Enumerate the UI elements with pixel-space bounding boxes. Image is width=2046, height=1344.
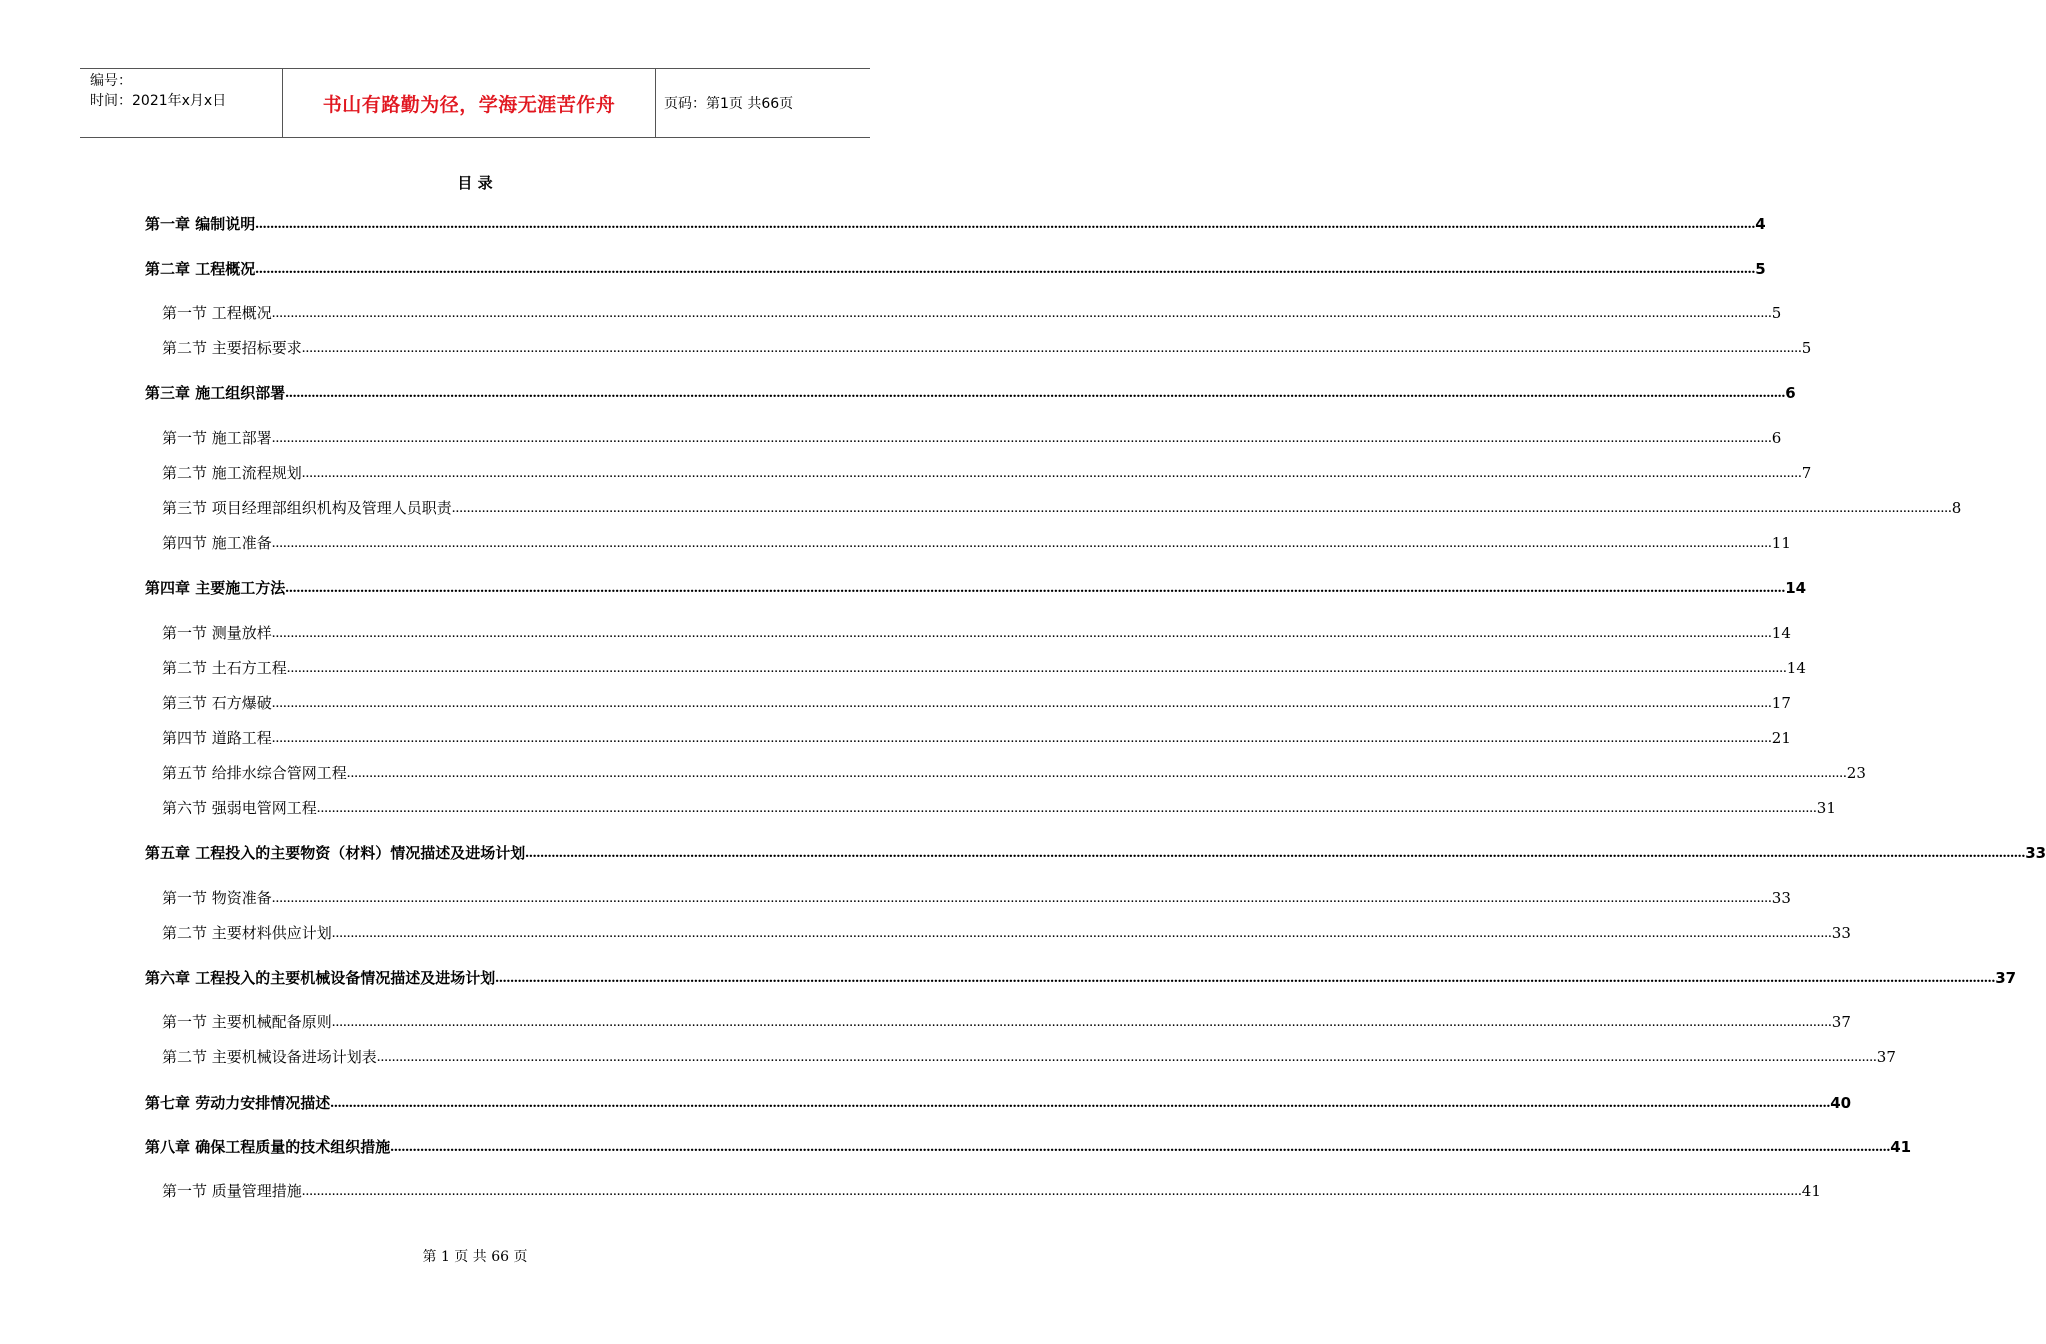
toc-dot-leader: ................................................................................................................................................................................................................................................................................................................................................................................................................ <box>301 340 1802 356</box>
toc-entry-label: 第二节 土石方工程 <box>162 659 287 677</box>
toc-dot-leader: ................................................................................................................................................................................................................................................................................................................................................................................................................ <box>331 925 1832 941</box>
toc-entry-page: 37 <box>1831 1013 1851 1031</box>
toc-dot-leader: ................................................................................................................................................................................................................................................................................................................................................................................................................ <box>271 625 1772 641</box>
toc-dot-leader: ................................................................................................................................................................................................................................................................................................................................................................................................................ <box>271 695 1772 711</box>
toc-entry-page: 31 <box>1816 799 1836 817</box>
toc-entry-label: 第四节 施工准备 <box>162 534 272 552</box>
toc-section-entry[interactable] <box>162 1182 1821 1200</box>
toc-entry-page: 40 <box>1830 1094 1852 1112</box>
toc-entry-label: 第一章 编制说明 <box>145 215 256 233</box>
toc-entry-label: 第一节 物资准备 <box>162 889 272 907</box>
toc-dot-leader: ................................................................................................................................................................................................................................................................................................................................................................................................................ <box>255 261 1756 277</box>
toc-entry-label: 第六章 工程投入的主要机械设备情况描述及进场计划 <box>145 969 496 987</box>
toc-section-entry[interactable] <box>162 694 1791 712</box>
toc-entry-label: 第四章 主要施工方法 <box>145 579 286 597</box>
toc-dot-leader: ................................................................................................................................................................................................................................................................................................................................................................................................................ <box>451 500 1952 516</box>
toc-dot-leader: ................................................................................................................................................................................................................................................................................................................................................................................................................ <box>271 430 1772 446</box>
header-page-info: 页码：第1页 共66页 <box>664 96 794 112</box>
toc-dot-leader: ................................................................................................................................................................................................................................................................................................................................................................................................................ <box>346 765 1847 781</box>
toc-entry-label: 第一节 测量放样 <box>162 624 272 642</box>
toc-dot-leader: ................................................................................................................................................................................................................................................................................................................................................................................................................ <box>285 580 1786 596</box>
toc-section-entry[interactable] <box>162 534 1791 552</box>
toc-dot-leader: ................................................................................................................................................................................................................................................................................................................................................................................................................ <box>271 890 1772 906</box>
toc-entry-label: 第七章 劳动力安排情况描述 <box>145 1094 331 1112</box>
toc-chapter-entry[interactable] <box>145 260 1766 278</box>
toc-entry-label: 第二节 主要招标要求 <box>162 339 302 357</box>
toc-entry-page: 41 <box>1801 1182 1821 1200</box>
toc-section-entry[interactable] <box>162 429 1782 447</box>
toc-entry-label: 第五章 工程投入的主要物资（材料）情况描述及进场计划 <box>145 844 526 862</box>
toc-entry-page: 14 <box>1786 659 1806 677</box>
toc-dot-leader: ................................................................................................................................................................................................................................................................................................................................................................................................................ <box>390 1139 1891 1155</box>
toc-chapter-entry[interactable] <box>145 1138 1912 1156</box>
toc-section-entry[interactable] <box>162 304 1782 322</box>
toc-dot-leader: ................................................................................................................................................................................................................................................................................................................................................................................................................ <box>285 385 1786 401</box>
toc-entry-page: 33 <box>2025 844 2046 862</box>
toc-dot-leader: ................................................................................................................................................................................................................................................................................................................................................................................................................ <box>271 730 1772 746</box>
toc-chapter-entry[interactable] <box>145 1094 1852 1112</box>
toc-entry-page: 37 <box>1995 969 2017 987</box>
toc-section-entry[interactable] <box>162 464 1812 482</box>
toc-section-entry[interactable] <box>162 1048 1896 1066</box>
toc-entry-label: 第一节 主要机械配备原则 <box>162 1013 332 1031</box>
toc-entry-page: 11 <box>1771 534 1791 552</box>
toc-entry-page: 37 <box>1876 1048 1896 1066</box>
toc-entry-page: 4 <box>1755 215 1766 233</box>
toc-entry-label: 第一节 施工部署 <box>162 429 272 447</box>
toc-entry-label: 第二节 施工流程规划 <box>162 464 302 482</box>
page-footer: 第 1 页 共 66 页 <box>422 1249 528 1265</box>
toc-dot-leader: ................................................................................................................................................................................................................................................................................................................................................................................................................ <box>271 305 1772 321</box>
toc-entry-page: 14 <box>1771 624 1791 642</box>
toc-section-entry[interactable] <box>162 624 1791 642</box>
toc-section-entry[interactable] <box>162 339 1812 357</box>
toc-entry-label: 第五节 给排水综合管网工程 <box>162 764 347 782</box>
toc-dot-leader: ................................................................................................................................................................................................................................................................................................................................................................................................................ <box>301 1183 1802 1199</box>
toc-entry-label: 第六节 强弱电管网工程 <box>162 799 317 817</box>
toc-entry-page: 6 <box>1785 384 1796 402</box>
toc-dot-leader: ................................................................................................................................................................................................................................................................................................................................................................................................................ <box>271 535 1772 551</box>
toc-entry-page: 33 <box>1831 924 1851 942</box>
header-motto-cell <box>282 69 656 137</box>
toc-chapter-entry[interactable] <box>145 215 1766 233</box>
toc-section-entry[interactable] <box>162 659 1806 677</box>
toc-entry-page: 41 <box>1890 1138 1912 1156</box>
toc-entry-page: 7 <box>1801 464 1812 482</box>
toc-section-entry[interactable] <box>162 799 1836 817</box>
toc-section-entry[interactable] <box>162 924 1851 942</box>
toc-chapter-entry[interactable] <box>145 844 2046 862</box>
toc-entry-page: 5 <box>1755 260 1766 278</box>
toc-entry-page: 33 <box>1771 889 1791 907</box>
toc-entry-page: 23 <box>1846 764 1866 782</box>
toc-entry-page: 14 <box>1785 579 1807 597</box>
toc-entry-label: 第八章 确保工程质量的技术组织措施 <box>145 1138 391 1156</box>
toc-entry-label: 第二节 主要机械设备进场计划表 <box>162 1048 377 1066</box>
toc-chapter-entry[interactable] <box>145 579 1807 597</box>
toc-entry-label: 第一节 质量管理措施 <box>162 1182 302 1200</box>
toc-entry-label: 第一节 工程概况 <box>162 304 272 322</box>
toc-entry-label: 第四节 道路工程 <box>162 729 272 747</box>
header-motto: 书山有路勤为径，学海无涯苦作舟 <box>322 93 616 116</box>
toc-entry-page: 5 <box>1771 304 1782 322</box>
document-number-label: 编号： <box>90 73 132 89</box>
toc-chapter-entry[interactable] <box>145 384 1796 402</box>
toc-dot-leader: ................................................................................................................................................................................................................................................................................................................................................................................................................ <box>495 970 1996 986</box>
toc-entry-page: 8 <box>1951 499 1962 517</box>
toc-entry-page: 5 <box>1801 339 1812 357</box>
document-date-label: 时间：2021年x月x日 <box>90 93 227 109</box>
toc-section-entry[interactable] <box>162 1013 1851 1031</box>
toc-entry-label: 第二章 工程概况 <box>145 260 256 278</box>
toc-dot-leader: ................................................................................................................................................................................................................................................................................................................................................................................................................ <box>330 1095 1831 1111</box>
toc-dot-leader: ................................................................................................................................................................................................................................................................................................................................................................................................................ <box>525 845 2026 861</box>
toc-section-entry[interactable] <box>162 889 1791 907</box>
toc-entry-page: 17 <box>1771 694 1791 712</box>
toc-entry-page: 6 <box>1771 429 1782 447</box>
toc-dot-leader: ................................................................................................................................................................................................................................................................................................................................................................................................................ <box>376 1049 1877 1065</box>
toc-entry-label: 第三节 项目经理部组织机构及管理人员职责 <box>162 499 452 517</box>
header-left-cell <box>80 69 282 137</box>
toc-entry-label: 第三章 施工组织部署 <box>145 384 286 402</box>
toc-entry-label: 第三节 石方爆破 <box>162 694 272 712</box>
toc-section-entry[interactable] <box>162 499 1962 517</box>
toc-dot-leader: ................................................................................................................................................................................................................................................................................................................................................................................................................ <box>301 465 1802 481</box>
toc-section-entry[interactable] <box>162 729 1791 747</box>
toc-chapter-entry[interactable] <box>145 969 2017 987</box>
toc-entry-page: 21 <box>1771 729 1791 747</box>
toc-dot-leader: ................................................................................................................................................................................................................................................................................................................................................................................................................ <box>331 1014 1832 1030</box>
toc-entry-label: 第二节 主要材料供应计划 <box>162 924 332 942</box>
page-header <box>80 68 870 138</box>
toc-dot-leader: ................................................................................................................................................................................................................................................................................................................................................................................................................ <box>316 800 1817 816</box>
toc-section-entry[interactable] <box>162 764 1866 782</box>
toc-dot-leader: ................................................................................................................................................................................................................................................................................................................................................................................................................ <box>286 660 1787 676</box>
toc-dot-leader: ................................................................................................................................................................................................................................................................................................................................................................................................................ <box>255 216 1756 232</box>
toc-title: 目 录 <box>457 174 493 192</box>
